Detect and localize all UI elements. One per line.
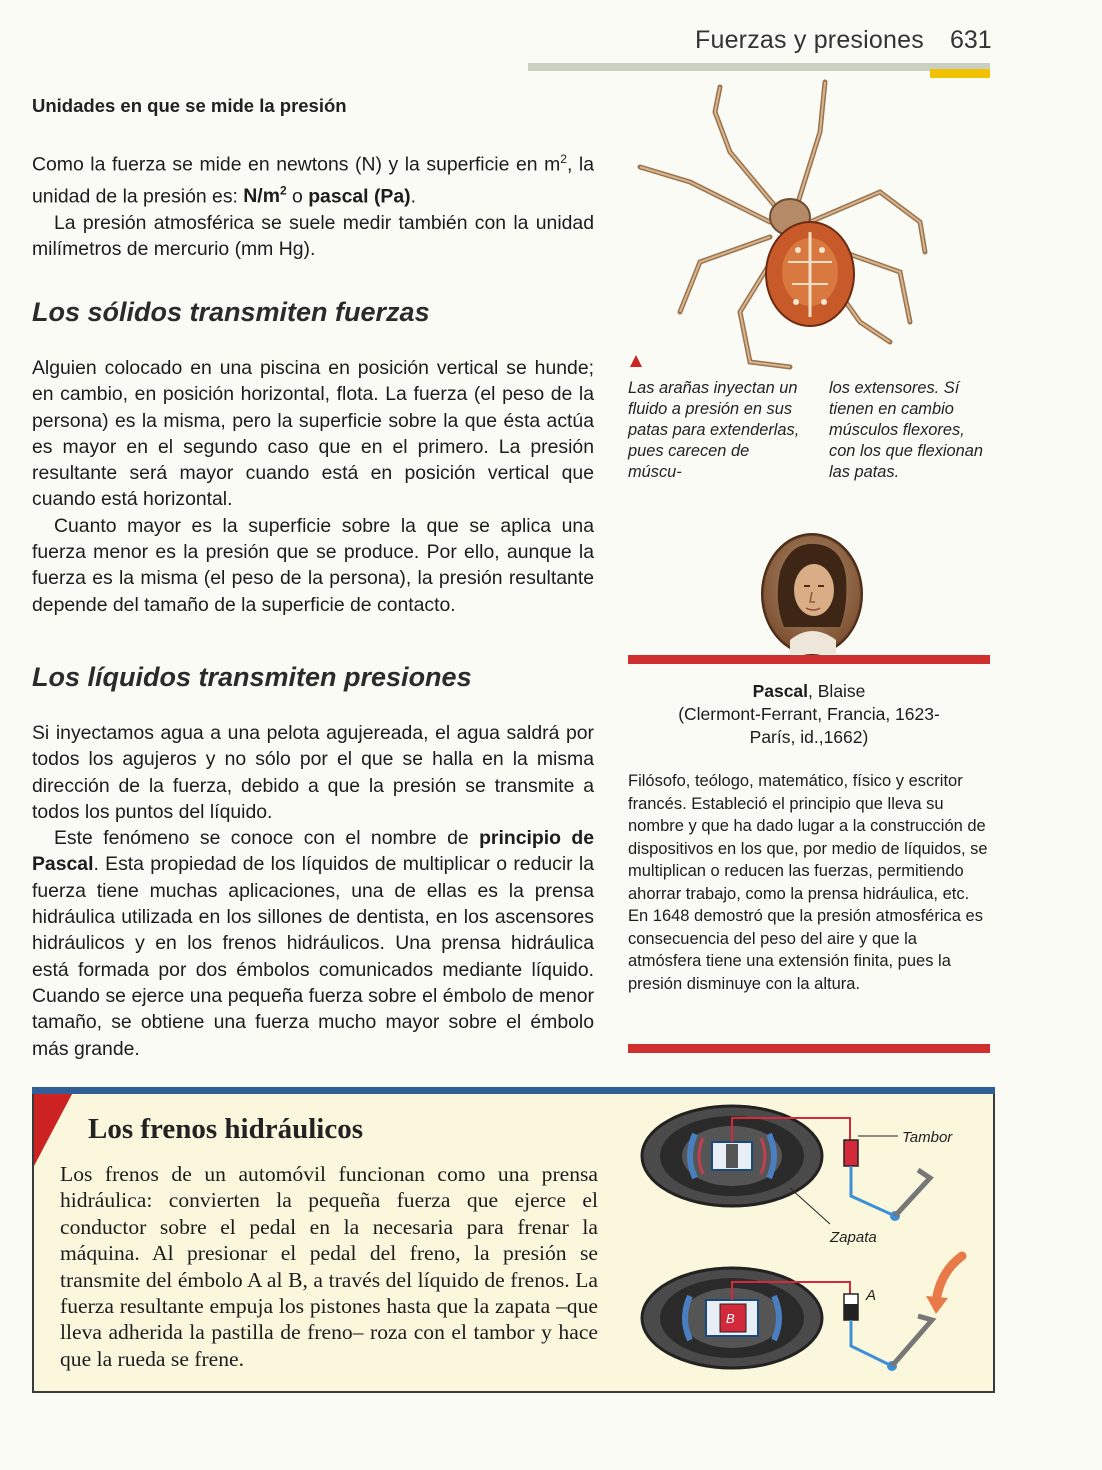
- units-body: [32, 146, 594, 262]
- label-tambor: Tambor: [902, 1129, 953, 1146]
- caption-marker: [630, 355, 642, 367]
- bio-bottom-rule: [628, 1044, 990, 1053]
- solids-heading: Los sólidos transmiten fuerzas: [32, 297, 430, 327]
- brakes-text: Los frenos de un automóvil funcionan como una prensa hidráulica: convierten la pequeña fuerza que ejerce el conductor sobre el pedal en la necesaria para frenar la máquina. Al presionar el pedal del freno, la presión se transmite del émbolo A al B, a través del líquido de frenos. La fuerza resultante empuja los pistones hasta que la zapata –que lleva adherida la pastilla de freno– roza con el tambor y hace que la rueda se frene.: [60, 1162, 598, 1371]
- page-number: 631: [950, 26, 992, 54]
- brakes-box-topbar: [32, 1087, 995, 1094]
- pascal-bio-2: En 1648 demostró que la presión atmosférica es consecuencia del peso del aire y que la atmósfera tiene una extensión finita, pues la presión disminuye con la altura.: [628, 907, 983, 993]
- pascal-bio: [628, 770, 992, 995]
- solids-paragraph-1: Alguien colocado en una piscina en posición vertical se hunde; en cambio, en posición horizontal, flota. La fuerza (el peso de la persona) es la misma, pero la superficie sobre la que ésta actúa es mayor en el segundo caso que en el primero. La presión resultante será mayor cuando está en posición vertical que cuando está horizontal.: [32, 357, 594, 511]
- units-heading: Unidades en que se mide la presión: [32, 95, 347, 116]
- spider-caption-col1: Las arañas inyectan un fluido a presión en sus patas para extenderlas, pues carecen de múscu-: [628, 379, 800, 481]
- brakes-box-corner: [34, 1094, 72, 1166]
- bio-top-rule: [628, 655, 990, 664]
- wheel-released: [642, 1106, 930, 1224]
- liquids-paragraph-2: Este fenómeno se conoce con el nombre de principio de Pascal. Esta propiedad de los líquidos de multiplicar o reducir la fuerza tiene muchas aplicaciones, una de ellas es la prensa hidráulica utilizada en los sillones de dentista, en los ascensores hidráulicos y en los frenos hidráulicos. Una prensa hidráulica está formada por dos émbolos comunicados mediante líquido. Cuando se ejerce una pequeña fuerza sobre el émbolo de menor tamaño, se obtiene una fuerza mucho mayor sobre el émbolo más grande.: [32, 827, 594, 1060]
- pascal-name: Pascal, Blaise (Clermont-Ferrant, Francia, 1623- París, id.,1662): [628, 680, 990, 749]
- brake-diagram: [640, 1104, 980, 1384]
- header-rule: [528, 63, 990, 71]
- label-zapata: Zapata: [830, 1229, 877, 1246]
- label-b: B: [726, 1311, 735, 1326]
- solids-paragraph-2: Cuanto mayor es la superficie sobre la que se aplica una fuerza menor es la presión que se produce. Por ello, aunque la fuerza es la misma (el peso de la persona), la presión resultante depende del tamaño de la superficie de contacto.: [32, 514, 594, 616]
- pascal-portrait: [760, 532, 864, 656]
- section-title: Fuerzas y presiones: [695, 26, 924, 54]
- liquids-body: [32, 720, 594, 1062]
- units-paragraph-2: La presión atmosférica se suele medir también con la unidad milímetros de mercurio (mm Hg).: [32, 211, 594, 260]
- spider-caption-col2: los extensores. Sí tienen en cambio músculos flexores, con los que flexionan las patas.: [829, 379, 983, 481]
- solids-body: [32, 355, 594, 618]
- liquids-paragraph-1: Si inyectamos agua a una pelota agujereada, el agua saldrá por todos los agujeros y no sólo por el que se halla en la misma dirección de la fuerza, debido a que la presión se transmite a todos los puntos del líquido.: [32, 722, 594, 823]
- brakes-title: Los frenos hidráulicos: [88, 1113, 364, 1145]
- pascal-bio-1: Filósofo, teólogo, matemático, físico y escritor francés. Estableció el principio que lleva su nombre y que ha dado lugar a la construcción de dispositivos en los que, por medio de líquidos, se multiplican o reducen las fuerzas, permitiendo ahorrar trabajo, como la prensa hidráulica, etc.: [628, 772, 988, 903]
- spider-illustration: [620, 72, 940, 372]
- wheel-pressed: [642, 1256, 962, 1371]
- units-paragraph-1: Como la fuerza se mide en newtons (N) y la superficie en $m^2$, la unidad de la presión es: $N/m^2$ o pascal (Pa).: [32, 152, 594, 208]
- pascal-origin: (Clermont-Ferrant, Francia, 1623- París, id.,1662): [678, 704, 940, 747]
- liquids-heading: Los líquidos transmiten presiones: [32, 662, 472, 692]
- label-a: A: [866, 1287, 877, 1304]
